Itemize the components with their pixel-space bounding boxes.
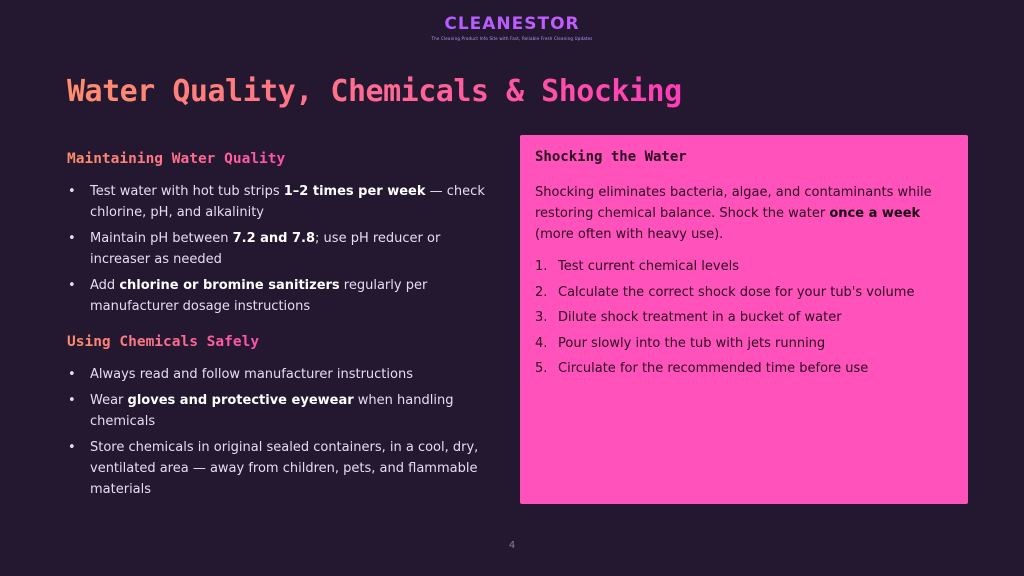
title-ampersand: & bbox=[506, 74, 524, 109]
bullet-text: Always read and follow manufacturer instructions bbox=[90, 367, 413, 382]
step-item bbox=[535, 307, 953, 328]
title-part-2: Shocking bbox=[523, 74, 682, 109]
bullet-emphasis: 1–2 times per week bbox=[283, 184, 426, 199]
bullet-emphasis: chlorine or bromine sanitizers bbox=[119, 278, 340, 293]
step-item bbox=[535, 333, 953, 354]
step-number: 4. bbox=[535, 335, 548, 351]
bullet-text: Store chemicals in original sealed containers, in a cool, dry, ventilated area — away from children, pets, and flammable materials bbox=[90, 440, 479, 497]
title-part-1: Water Quality, Chemicals bbox=[67, 74, 507, 109]
step-text: Calculate the correct shock dose for your tub's volume bbox=[558, 284, 915, 300]
intro-text: Shocking eliminates bacteria, algae, and contaminants while restoring chemical balance. Shock the water bbox=[535, 185, 932, 221]
bullet-text: when handling chemicals bbox=[90, 393, 454, 429]
section-water-quality bbox=[67, 148, 497, 317]
section-heading: Using Chemicals Safely bbox=[67, 334, 260, 350]
step-item bbox=[535, 282, 953, 303]
brand-logo bbox=[0, 14, 1024, 41]
bullet-list bbox=[67, 364, 497, 500]
left-column bbox=[67, 148, 497, 505]
bullet-text: Add bbox=[90, 278, 120, 293]
section-chemical-safety bbox=[67, 331, 497, 500]
bullet-item bbox=[67, 181, 497, 223]
logo-tagline: The Cleaning Product Info Site with Fast, Reliable Fresh Cleaning Updates bbox=[431, 36, 593, 41]
steps-list bbox=[535, 256, 953, 379]
step-number: 1. bbox=[535, 259, 548, 274]
panel-intro bbox=[535, 182, 953, 245]
bullet-text: Test water with hot tub strips bbox=[90, 184, 284, 199]
step-text: Pour slowly into the tub with jets running bbox=[558, 335, 826, 351]
intro-emphasis: once a week bbox=[829, 206, 921, 221]
bullet-item bbox=[67, 364, 497, 385]
slide-title bbox=[67, 74, 682, 109]
bullet-text: ; use pH reducer or increaser as needed bbox=[90, 231, 441, 267]
step-number: 2. bbox=[535, 284, 548, 300]
bullet-item bbox=[67, 390, 497, 432]
step-number: 5. bbox=[535, 361, 548, 376]
logo-wordmark: CLEANESTOR bbox=[0, 14, 1024, 34]
bullet-text: Maintain pH between bbox=[90, 231, 233, 246]
bullet-emphasis: gloves and protective eyewear bbox=[127, 393, 354, 408]
step-item bbox=[535, 358, 953, 379]
bullet-emphasis: 7.2 and 7.8 bbox=[232, 231, 316, 246]
step-text: Circulate for the recommended time before use bbox=[558, 361, 869, 376]
intro-text: (more often with heavy use). bbox=[535, 227, 724, 242]
bullet-text: — check chlorine, pH, and alkalinity bbox=[90, 184, 485, 220]
bullet-list bbox=[67, 181, 497, 317]
panel-heading: Shocking the Water bbox=[535, 149, 687, 165]
bullet-text: Wear bbox=[90, 393, 128, 408]
step-text: Test current chemical levels bbox=[558, 259, 739, 274]
section-heading: Maintaining Water Quality bbox=[67, 151, 286, 167]
bullet-text: regularly per manufacturer dosage instructions bbox=[90, 278, 428, 314]
page-number: 4 bbox=[508, 540, 516, 551]
step-text: Dilute shock treatment in a bucket of water bbox=[558, 310, 842, 325]
bullet-item bbox=[67, 228, 497, 270]
shocking-panel bbox=[520, 135, 968, 504]
bullet-item bbox=[67, 275, 497, 317]
step-number: 3. bbox=[535, 310, 548, 325]
bullet-item bbox=[67, 437, 497, 500]
step-item bbox=[535, 256, 953, 277]
